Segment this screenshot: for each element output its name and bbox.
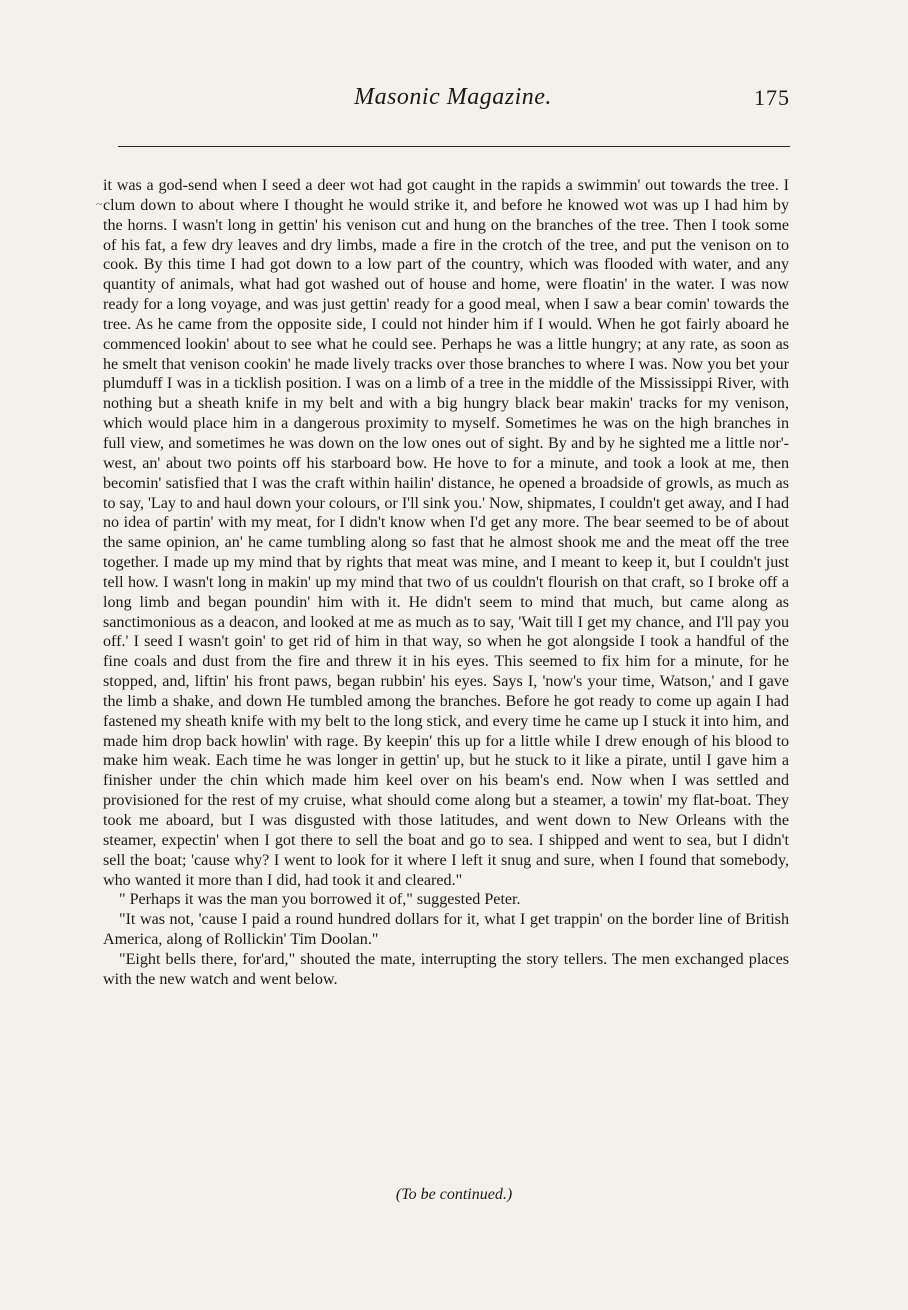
- paragraph-4: "Eight bells there, for'ard," shouted the mate, interrupting the story tellers. The men exchanged places with the new watch and went below.: [103, 950, 789, 988]
- paragraph-1: it was a god-send when I seed a deer wot had got caught in the rapids a swimmin' out towards the tree. I clum down to about where I thought he would strike it, and before he knowed wot was up I had him by the horns. I wasn't long in gettin' his venison cut and hung on the branches of the tree. Then I took some of his fat, a few dry leaves and dry limbs, made a fire in the crotch of the tree, and put the venison on to cook. By this time I had got down to a low part of the country, which was flooded with water, and any quantity of animals, what had got washed out of house and home, were floatin' in the water. I was now ready for a long voyage, and was just gettin' ready for a good meal, when I saw a bear comin' towards the tree. As he came from the opposite side, I could not hinder him if I would. When he got fairly aboard he commenced lookin' about to see what he could see. Perhaps he was a little hungry; at any rate, as soon as he smelt that venison cookin' he made lively tracks over those branches to where I was. Now you bet your plumduff I was in a ticklish position. I was on a limb of a tree in the middle of the Mississippi River, with nothing but a sheath knife in my belt and with a big hungry black bear makin' tracks for my venison, which would place him in a dangerous proximity to myself. Sometimes he was on the high branches in full view, and sometimes he was down on the low ones out of sight. By and by he sighted me a little nor'-west, an' about two points off his starboard bow. He hove to for a minute, and took a look at me, then becomin' satisfied that I was the craft within hailin' distance, he opened a broadside of growls, as much as to say, 'Lay to and haul down your colours, or I'll sink you.' Now, shipmates, I couldn't get away, and I had no idea of partin' with my meat, for I didn't know when I'd get any more. The bear seemed to be of about the same opinion, an' he came tumbling along so fast that he almost shook me and the meat off the tree together. I made up my mind that by rights that meat was mine, and I meant to keep it, but I couldn't just tell how. I wasn't long in makin' up my mind that two of us couldn't flourish on that craft, so I broke off a long limb and began poundin' him with it. He didn't seem to mind that much, but came along as sanctimonious as a deacon, and looked at me as much as to say, 'Wait till I get my chance, and I'll pay you off.' I seed I wasn't goin' to get rid of him in that way, so when he got alongside I took a handful of the fine coals and dust from the fire and threw it in his eyes. This seemed to fix him for a minute, for he stopped, and, liftin' his front paws, began rubbin' his eyes. Says I, 'now's your time, Watson,' and I gave the limb a shake, and down He tumbled among the branches. Before he got ready to come up again I had fastened my sheath knife with my belt to the long stick, and every time he came up I stuck it into him, and made him drop back howlin' with rage. By keepin' this up for a little while I drew enough of his blood to make him weak. Each time he was longer in gettin' up, but he stuck to it like a pirate, until I gave him a finisher under the chin which made him keel over on his beam's end. Now when I was settled and provisioned for the rest of my cruise, what should come along but a steamer, a towin' my flat-boat. They took me aboard, but I was disgusted with those latitudes, and went down to New Orleans with the steamer, expectin' when I got there to sell the boat and go to sea. I shipped and went to sea, but I didn't sell the boat; 'cause why? I went to look for it where I left it snug and sure, when I found that somebody, who wanted it more than I did, had took it and cleared.": [103, 177, 789, 889]
- running-title: Masonic Magazine.: [354, 84, 552, 110]
- to-be-continued: [0, 1186, 908, 1204]
- page-number: 175: [754, 85, 790, 110]
- page-header: [116, 84, 790, 114]
- article-body: [103, 176, 789, 990]
- continued-text: (To be continued.): [395, 1186, 513, 1203]
- paragraph-2: " Perhaps it was the man you borrowed it of," suggested Peter.: [119, 891, 521, 909]
- header-rule: [118, 146, 790, 147]
- paragraph-3: "It was not, 'cause I paid a round hundred dollars for it, what I get trappin' on the border line of British America, along of Rollickin' Tim Doolan.": [103, 911, 789, 949]
- margin-mark: ~: [96, 197, 103, 211]
